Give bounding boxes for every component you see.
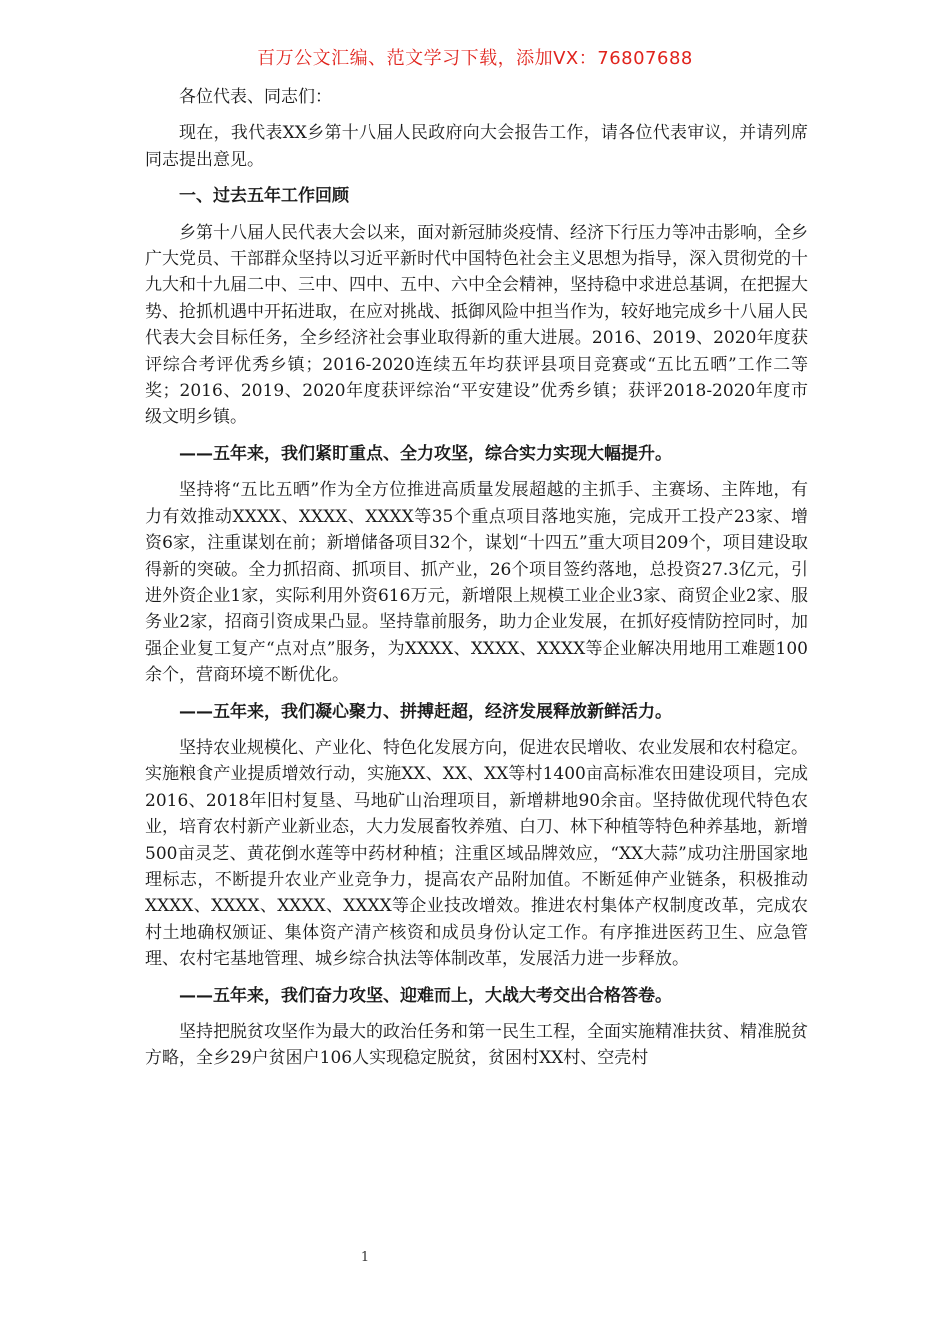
point-heading-2: ——五年来，我们凝心聚力、拼搏赶超，经济发展释放新鲜活力。 bbox=[179, 701, 672, 722]
intro-paragraph: 现在，我代表XX乡第十八届人民政府向大会报告工作，请各位代表审议，并请列席同志提出意见。 bbox=[145, 123, 808, 170]
point-body-1: 坚持将“五比五晒”作为全方位推进高质量发展超越的主抓手、主赛场、主阵地，有力有效推动XXXX、XXXX、XXXX等35个重点项目落地实施，完成开工投产23家、增资6家，注重谋划在前；新增储备项目32个，谋划“十四五”重大项目209个，项目建设取得新的突破。全力抓招商、抓项目、抓产业，26个项目签约落地，总投资27.3亿元，引进外资企业1家，实际利用外资616万元，新增限上规模工业企业3家、商贸企业2家、服务业2家，招商引资成果凸显。坚持靠前服务，助力企业发展，在抓好疫情防控同时，加强企业复工复产“点对点”服务，为XXXX、XXXX、XXXX等企业解决用地用工难题100余个，营商环境不断优化。 bbox=[145, 480, 808, 686]
point-heading-3: ——五年来，我们奋力攻坚、迎难而上，大战大考交出合格答卷。 bbox=[179, 985, 672, 1006]
watermark-banner: 百万公文汇编、范文学习下载，添加VX：76807688 bbox=[257, 48, 693, 69]
document-body bbox=[145, 84, 808, 1082]
point-heading-1: ——五年来，我们紧盯重点、全力攻坚，综合实力实现大幅提升。 bbox=[179, 443, 672, 464]
section-heading: 一、过去五年工作回顾 bbox=[179, 186, 349, 207]
salutation: 各位代表、同志们： bbox=[179, 87, 332, 107]
point-body-3: 坚持把脱贫攻坚作为最大的政治任务和第一民生工程，全面实施精准扶贫、精准脱贫方略，全乡29户贫困户106人实现稳定脱贫，贫困村XX村、空壳村 bbox=[145, 1022, 808, 1069]
overview-paragraph: 乡第十八届人民代表大会以来，面对新冠肺炎疫情、经济下行压力等冲击影响，全乡广大党员、干部群众坚持以习近平新时代中国特色社会主义思想为指导，深入贯彻党的十九大和十九届二中、三中、四中、五中、六中全会精神，坚持稳中求进总基调，在把握大势、抢抓机遇中开拓进取，在应对挑战、抵御风险中担当作为，较好地完成乡十八届人民代表大会目标任务，全乡经济社会事业取得新的重大进展。2016、2019、2020年度获评综合考评优秀乡镇；2016-2020连续五年均获评县项目竞赛或“五比五晒”工作二等奖；2016、2019、2020年度获评综治“平安建设”优秀乡镇；获评2018-2020年度市级文明乡镇。 bbox=[145, 222, 808, 428]
page-number: 1 bbox=[360, 1250, 370, 1265]
point-body-2: 坚持农业规模化、产业化、特色化发展方向，促进农民增收、农业发展和农村稳定。实施粮食产业提质增效行动，实施XX、XX、XX等村1400亩高标准农田建设项目，完成2016、2018年旧村复垦、马地矿山治理项目，新增耕地90余亩。坚持做优现代特色农业，培育农村新产业新业态，大力发展畜牧养殖、白刀、林下种植等特色种养基地，新增500亩灵芝、黄花倒水莲等中药材种植；注重区域品牌效应，“XX大蒜”成功注册国家地理标志，不断提升农业产业竞争力，提高农产品附加值。不断延伸产业链条，积极推动XXXX、XXXX、XXXX、XXXX等企业技改增效。推进农村集体产权制度改革，完成农村土地确权颁证、集体资产清产核资和成员身份认定工作。有序推进医药卫生、应急管理、农村宅基地管理、城乡综合执法等体制改革，发展活力进一步释放。 bbox=[145, 737, 808, 970]
